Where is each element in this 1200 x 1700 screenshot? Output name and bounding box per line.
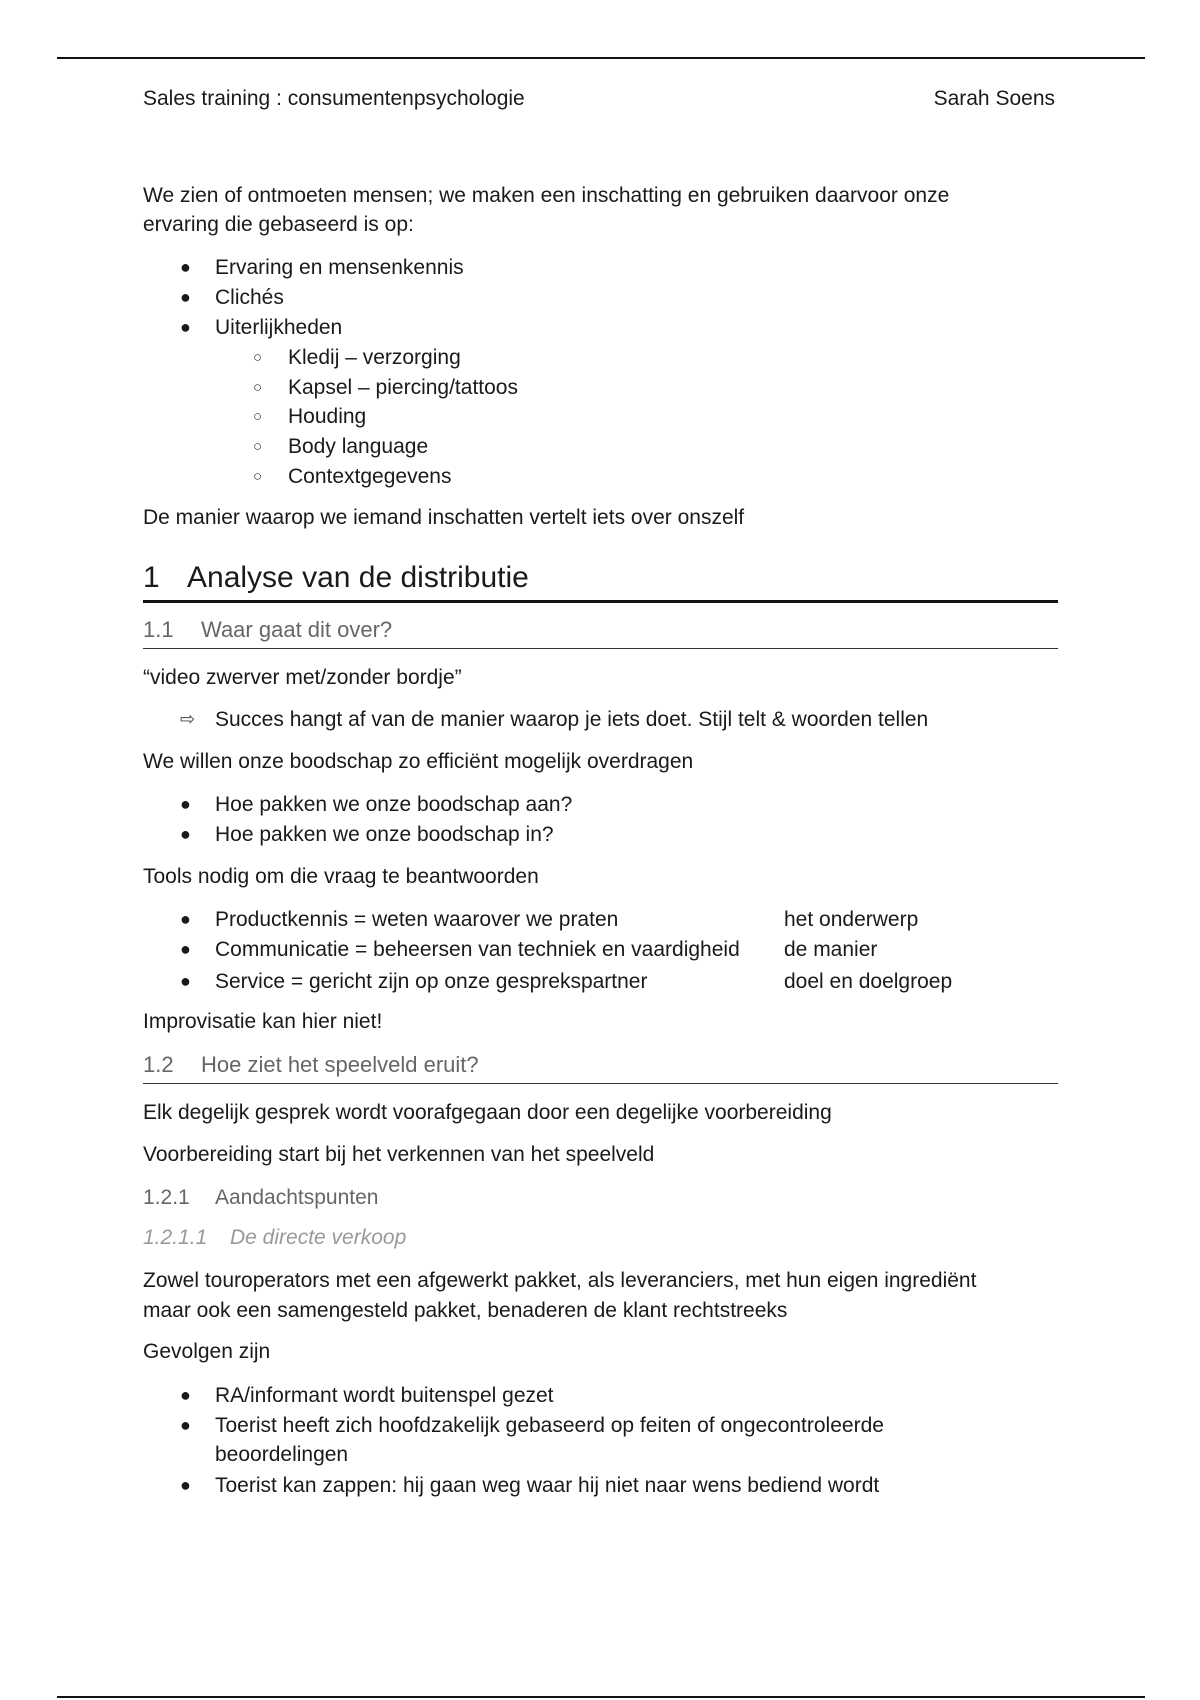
intro-line-1: We zien of ontmoeten mensen; we maken een inschatting en gebruiken daarvoor onze <box>143 184 950 207</box>
list-item: Ervaring en mensenkennis <box>215 256 464 279</box>
page-header-title: Sales training : consumentenpsychologie <box>143 87 525 110</box>
page-header-author: Sarah Soens <box>933 87 1055 110</box>
heading-1-2-1-number: 1.2.1 <box>143 1186 190 1209</box>
heading-1 <box>143 558 1058 603</box>
footer-rule <box>57 1696 1145 1698</box>
sub-list-item: Kledij – verzorging <box>288 346 461 369</box>
bullet-icon: ● <box>180 257 191 277</box>
paragraph-line-1: Zowel touroperators met een afgewerkt pakket, als leveranciers, met hun eigen ingrediënt <box>143 1269 977 1292</box>
heading-1-title: Analyse van de distributie <box>187 561 529 594</box>
heading-1-1-number: 1.1 <box>143 617 174 642</box>
heading-1-2-number: 1.2 <box>143 1052 174 1077</box>
heading-1-1 <box>143 615 1058 649</box>
bullet-icon: ● <box>180 824 191 844</box>
heading-1-2-1-title: Aandachtspunten <box>215 1186 379 1209</box>
list-item: Toerist kan zappen: hij gaan weg waar hij niet naar wens bediend wordt <box>215 1474 880 1497</box>
bullet-icon: ● <box>180 1415 191 1435</box>
intro-line-2: ervaring die gebaseerd is op: <box>143 213 414 236</box>
sub-list-item: Contextgegevens <box>288 465 452 488</box>
list-item: Toerist heeft zich hoofdzakelijk gebaseerd op feiten of ongecontroleerde <box>215 1414 884 1437</box>
tool-item: Service = gericht zijn op onze gesprekspartner <box>215 970 648 993</box>
bullet-icon: ● <box>180 1475 191 1495</box>
heading-1-2-1 <box>143 1183 378 1212</box>
heading-1-2 <box>143 1050 1058 1084</box>
circle-bullet-icon: ○ <box>253 379 263 396</box>
paragraph: Voorbereiding start bij het verkennen van het speelveld <box>143 1143 655 1166</box>
intro-closing: De manier waarop we iemand inschatten vertelt iets over onszelf <box>143 506 745 529</box>
bullet-icon: ● <box>180 939 191 959</box>
paragraph: We willen onze boodschap zo efficiënt mogelijk overdragen <box>143 750 694 773</box>
sub-list-item: Kapsel – piercing/tattoos <box>288 376 518 399</box>
list-item: Hoe pakken we onze boodschap aan? <box>215 793 573 816</box>
quote-text: “video zwerver met/zonder bordje” <box>143 666 462 689</box>
bullet-icon: ● <box>180 317 191 337</box>
tool-item-label: de manier <box>784 938 878 961</box>
paragraph: Elk degelijk gesprek wordt voorafgegaan door een degelijke voorbereiding <box>143 1101 832 1124</box>
heading-1-2-title: Hoe ziet het speelveld eruit? <box>201 1052 479 1077</box>
paragraph-line-2: maar ook een samengesteld pakket, benaderen de klant rechtstreeks <box>143 1299 788 1322</box>
tool-item-label: het onderwerp <box>784 908 919 931</box>
bullet-icon: ● <box>180 794 191 814</box>
list-item-continuation: beoordelingen <box>215 1443 349 1466</box>
list-item: Hoe pakken we onze boodschap in? <box>215 823 554 846</box>
sub-list-item: Houding <box>288 405 367 428</box>
heading-1-2-1-1 <box>143 1223 406 1252</box>
circle-bullet-icon: ○ <box>253 468 263 485</box>
sub-list-item: Body language <box>288 435 429 458</box>
arrow-item: Succes hangt af van de manier waarop je iets doet. Stijl telt & woorden tellen <box>215 708 929 731</box>
tool-item-label: doel en doelgroep <box>784 970 953 993</box>
list-item: RA/informant wordt buitenspel gezet <box>215 1384 554 1407</box>
bullet-icon: ● <box>180 909 191 929</box>
paragraph: Tools nodig om die vraag te beantwoorden <box>143 865 539 888</box>
heading-1-2-1-1-title: De directe verkoop <box>230 1226 407 1249</box>
circle-bullet-icon: ○ <box>253 349 263 366</box>
bullet-icon: ● <box>180 1385 191 1405</box>
bullet-icon: ● <box>180 971 191 991</box>
arrow-right-icon: ⇨ <box>180 709 196 729</box>
tool-item: Communicatie = beheersen van techniek en vaardigheid <box>215 938 740 961</box>
tool-item: Productkennis = weten waarover we praten <box>215 908 619 931</box>
heading-1-1-title: Waar gaat dit over? <box>201 617 393 642</box>
circle-bullet-icon: ○ <box>253 438 263 455</box>
circle-bullet-icon: ○ <box>253 408 263 425</box>
heading-1-2-1-1-number: 1.2.1.1 <box>143 1226 208 1249</box>
heading-1-number: 1 <box>143 561 160 594</box>
paragraph: Improvisatie kan hier niet! <box>143 1010 383 1033</box>
paragraph: Gevolgen zijn <box>143 1340 271 1363</box>
bullet-icon: ● <box>180 287 191 307</box>
list-item: Clichés <box>215 286 284 309</box>
header-rule <box>57 57 1145 59</box>
list-item: Uiterlijkheden <box>215 316 343 339</box>
